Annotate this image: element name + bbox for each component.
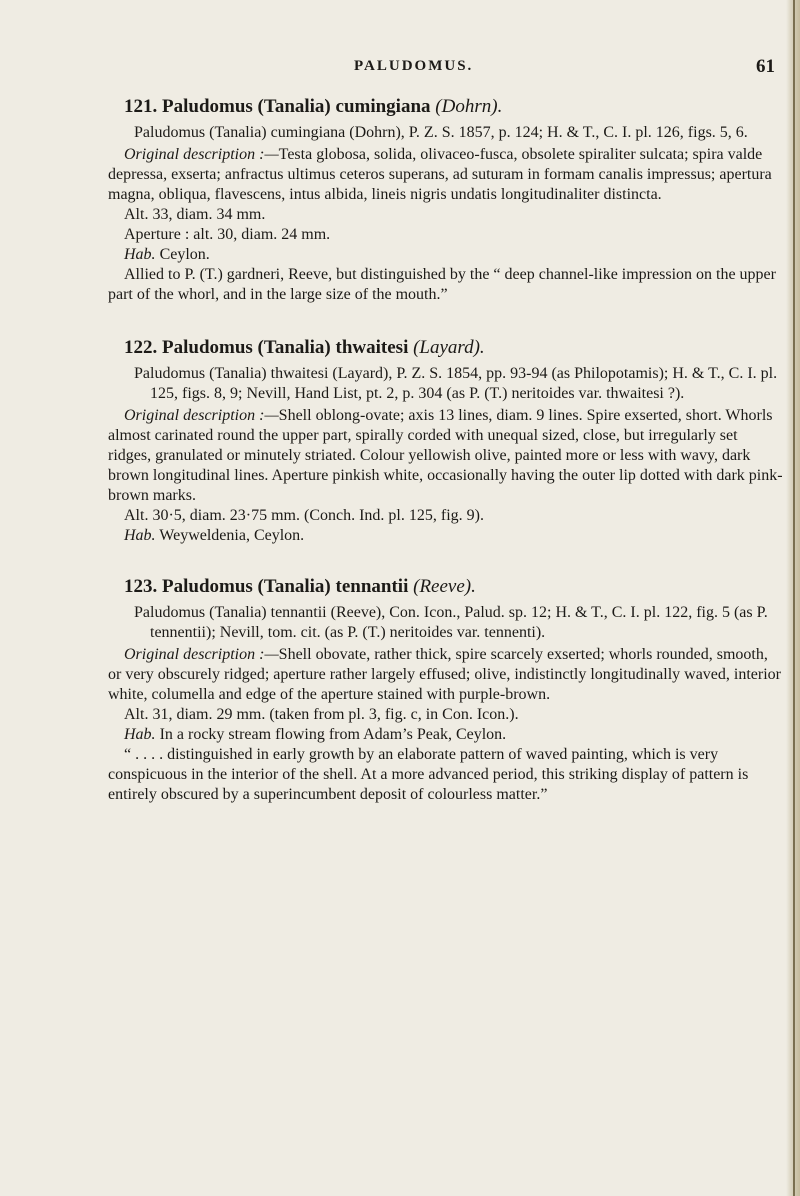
species-heading-title: 121. Paludomus (Tanalia) cumingiana [124,96,431,117]
running-head [0,58,800,82]
description-label: Original description :— [124,407,279,424]
species-heading [124,576,784,598]
measurement-aperture: Aperture : alt. 30, diam. 24 mm. [124,226,331,243]
species-entry-123 [108,576,784,805]
measurement-alt: Alt. 30·5, diam. 23·75 mm. (Conch. Ind. pl. 125, fig. 9). [124,507,484,524]
species-heading-title: 123. Paludomus (Tanalia) tennantii [124,576,409,597]
species-heading [124,337,784,359]
habitat [108,725,784,745]
species-heading-author: (Layard). [413,337,485,358]
quotation: “ . . . . distinguished in early growth by an elaborate pattern of waved painting, which is very conspicuous in the interior of the shell. At a more advanced period, this striking display of pattern is entirely obscured by a superincumbent deposit of colourless matter.” [108,746,749,803]
page-edge-line [793,0,795,1196]
remark: Allied to P. (T.) gardneri, Reeve, but distinguished by the “ deep channel-like impression on the upper part of the whorl, and in the large size of the mouth.” [108,266,776,303]
description-label: Original description :— [124,146,279,163]
habitat-text: In a rocky stream flowing from Adam’s Peak, Ceylon. [159,726,507,743]
original-description [108,145,784,205]
habitat-label: Hab. [124,527,156,544]
page-number: 61 [756,56,775,77]
page-content [108,96,784,819]
description-text: Shell obovate, rather thick, spire scarcely exserted; whorls rounded, smooth, or very obscurely ridged; aperture rather largely effused; olive, indistinctly longitudinally waved, interior white, columella and edge of the aperture stained with purple-brown. [108,646,781,703]
habitat-label: Hab. [124,246,156,263]
measurement-alt: Alt. 33, diam. 34 mm. [124,206,266,223]
original-description [108,406,784,506]
habitat [108,245,784,265]
description-label: Original description :— [124,646,279,663]
running-title: PALUDOMUS. [354,58,474,74]
original-description [108,645,784,705]
habitat-label: Hab. [124,726,156,743]
description-text: Testa globosa, solida, olivaceo-fusca, obsolete spiraliter sulcata; spira valde depressa, exserta; anfractus ultimus ceteros superans, ad suturam in formam canalis impressus; apertura magna, obliqua, flavescens, intus albida, lineis nigris undatis longitudinaliter distincta. [108,146,772,203]
synonymy: Paludomus (Tanalia) tennantii (Reeve), Con. Icon., Palud. sp. 12; H. & T., C. I. pl. 122, fig. 5 (as P. tennentii); Nevill, tom. cit. (as P. (T.) neritoides var. tennenti). [134,604,768,641]
habitat [108,526,784,546]
habitat-text: Ceylon. [159,246,210,263]
species-heading-author: (Reeve). [413,576,476,597]
synonymy: Paludomus (Tanalia) cumingiana (Dohrn), P. Z. S. 1857, p. 124; H. & T., C. I. pl. 126, figs. 5, 6. [134,124,748,141]
species-heading-author: (Dohrn). [435,96,503,117]
species-heading-title: 122. Paludomus (Tanalia) thwaitesi [124,337,409,358]
synonymy: Paludomus (Tanalia) thwaitesi (Layard), P. Z. S. 1854, pp. 93-94 (as Philopotamis); H. & T., C. I. pl. 125, figs. 8, 9; Nevill, Hand List, pt. 2, p. 304 (as P. (T.) neritoides var. thwaitesi ?). [134,365,778,402]
species-entry-121 [108,96,784,305]
description-text: Shell oblong-ovate; axis 13 lines, diam. 9 lines. Spire exserted, short. Whorls almost carinated round the upper part, spirally corded with unequal sized, close, but irregularly set ridges, granulated or minutely striated. Colour yellowish olive, painted more or less with wavy, dark brown longitudinal lines. Aperture pinkish white, occasionally having the outer lip dotted with dark pink-brown marks. [108,407,783,504]
habitat-text: Weyweldenia, Ceylon. [159,527,305,544]
species-heading [124,96,784,118]
measurement-alt: Alt. 31, diam. 29 mm. (taken from pl. 3, fig. c, in Con. Icon.). [124,706,519,723]
species-entry-122 [108,337,784,546]
